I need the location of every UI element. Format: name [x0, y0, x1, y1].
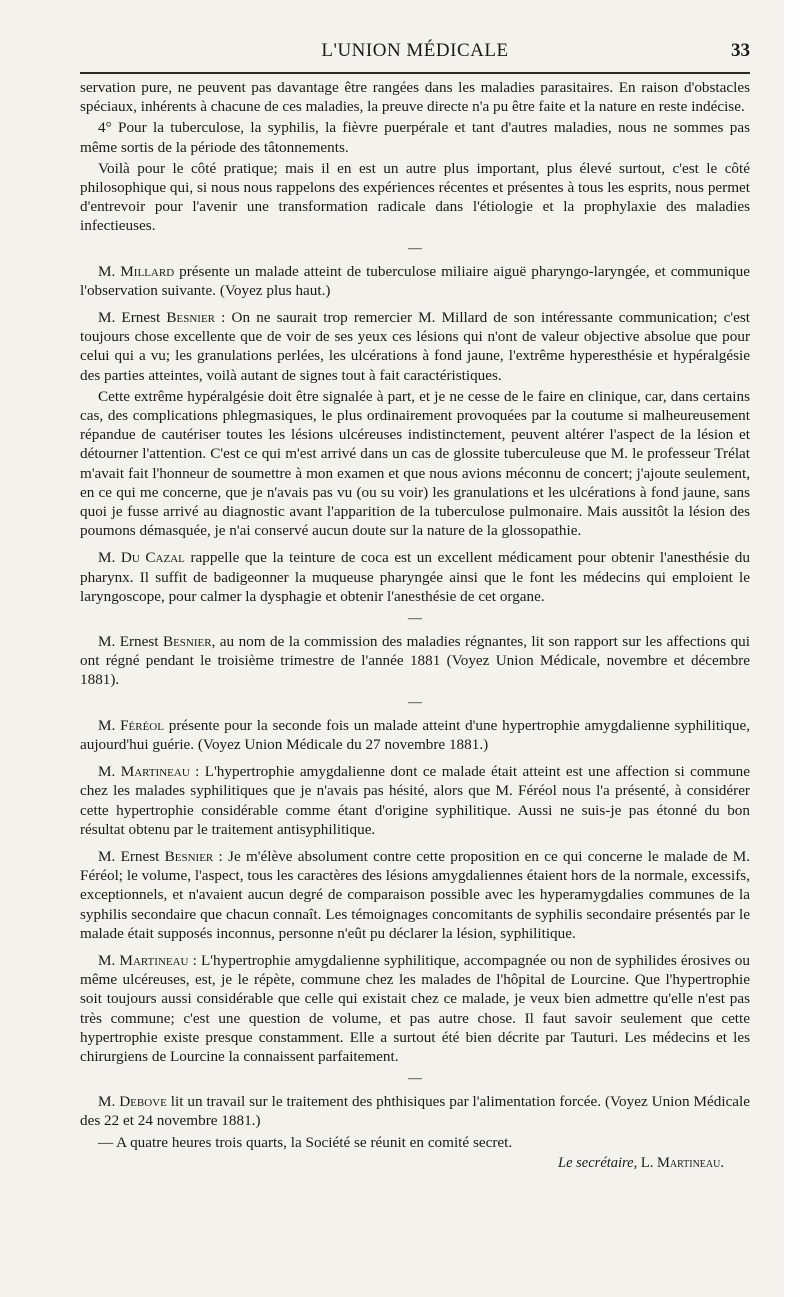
speaker-name: M. Féréol: [98, 716, 164, 734]
running-header: [80, 38, 750, 66]
paragraph: — A quatre heures trois quarts, la Société se réunit en comité secret.: [98, 1133, 513, 1151]
speaker-name: M. Martineau: [98, 763, 190, 781]
signature-name: L. Martineau.: [640, 1154, 724, 1171]
speaker-name: Besnier: [164, 847, 214, 865]
separator: —: [408, 611, 422, 627]
paragraph: M. Ernest Besnier : Je m'élève absolument contre cette proposition en ce qui concerne le malade de M. Féréol; le volume, l'aspect, tous les caractères des lésions amygdaliennes étaient hors de la normale, excessifs, exceptionnels, et n'avaient aucun degré de comparaison possible avec les hyperamygdalies communes de la syphilis secondaire que chacun connaît. Les témoignages concomitants de syphilis secondaire présentés par le malade était supposés inconnus, personne n'eût pu déclarer la lésion, syphilitique.: [80, 847, 750, 942]
speaker-name: M. Millard: [98, 262, 175, 280]
paragraph: M. Du Cazal rappelle que la teinture de coca est un excellent médicament pour obtenir l'anesthésie du pharynx. Il suffit de badigeonner la muqueuse pharyngée ainsi que le font les médecins qui emploient le laryngoscope, pour calmer la dysphagie et obtenir l'anesthésie de cet organe.: [80, 549, 750, 605]
paragraph: M. Millard présente un malade atteint de tuberculose miliaire aiguë pharyngo-laryngée, et communique l'observation suivante. (Voyez plus haut.): [80, 262, 750, 299]
paragraph: M. Féréol présente pour la seconde fois un malade atteint d'une hypertrophie amygdalienne syphilitique, aujourd'hui guérie. (Voyez Union Médicale du 27 novembre 1881.): [80, 716, 750, 753]
speaker-name: Besnier: [166, 309, 216, 327]
speaker-name: M. Martineau: [98, 951, 189, 969]
speaker-name: Besnier: [162, 633, 212, 651]
paragraph: M. Ernest Besnier : On ne saurait trop remercier M. Millard de son intéressante communication; c'est toujours chose excellente que de voir de ses yeux ces lésions qui n'ont de valeur objective absolue que pour celui qui a vu; les granulations perlées, les ulcérations à fond jaune, l'extrême hyperesthésie et hypéralgésie des parties atteintes, voilà autant de signes tout à fait caractéristiques.: [80, 309, 750, 384]
paragraph: M. Martineau : L'hypertrophie amygdalienne dont ce malade était atteint est une affection si commune chez les malades syphilitiques que je n'avais pas hésité, alors que M. Féréol nous l'a présenté, à considérer cette hypertrophie considérable comme étant d'origine syphilitique. Aussi ne suis-je pas étonné du bon résultat obtenu par le traitement antisyphilitique.: [80, 763, 750, 838]
journal-title: L'UNION MÉDICALE: [321, 40, 509, 61]
signature-role: Le secrétaire,: [558, 1154, 638, 1171]
separator: —: [408, 240, 422, 256]
paragraph: Cette extrême hypéralgésie doit être signalée à part, et je ne cesse de le faire en clinique, car, dans certains cas, des complications phlegmasiques, le plus ordinairement provoquées par la coutume si malheureusement répandue de cautériser toutes les lésions ulcéreuses indistinctement, peuvent altérer l'aspect de la lésion et détourner l'attention. C'est ce qui m'est arrivé dans un cas de glossite tuberculeuse que M. le professeur Trélat m'avait fait l'honneur de soumettre à mon examen et que nous avions méconnu de concert; j'ajoute seulement, en ce qui me concerne, que je n'avais pas vu (ou su voir) les granulations et les ulcérations à fond jaune, sans quoi je fusse arrivé au diagnostic avant l'apparition de la tuberculose pulmonaire. Mais aussitôt la lésion des poumons démasquée, je n'ai conservé aucun doute sur la nature de la glossopathie.: [80, 387, 750, 540]
separator: —: [408, 1071, 422, 1087]
paragraph: 4° Pour la tuberculose, la syphilis, la fièvre puerpérale et tant d'autres maladies, nous ne sommes pas même sortis de la période des tâtonnements.: [80, 119, 750, 156]
signature: [80, 1154, 750, 1173]
paragraph: Voilà pour le côté pratique; mais il en est un autre plus important, plus élevé surtout, c'est le côté philosophique qui, si nous nous rappelons des expériences récentes et présentes à tous les esprits, nous permet d'entrevoir pour l'avenir une transformation radicale dans l'étiologie et la prophylaxie des maladies infectieuses.: [80, 159, 750, 235]
separator: —: [408, 694, 422, 710]
header-rule: [80, 72, 750, 74]
page-margin: [784, 0, 800, 1297]
paragraph: M. Debove lit un travail sur le traitement des phthisiques par l'alimentation forcée. (Voyez Union Médicale des 22 et 24 novembre 1881.): [80, 1093, 751, 1130]
article-body: [80, 78, 750, 1173]
paragraph: M. Martineau : L'hypertrophie amygdalienne syphilitique, accompagnée ou non de syphilides érosives ou même ulcéreuses, est, je le répète, commune chez les malades de l'hôpital de Lourcine. Que l'hypertrophie soit toujours aussi considérable que celle qui existait chez ce malade, je veux bien admettre qu'elle n'est pas très commune; c'est une question de volume, et pas autre chose. Il faut savoir seulement que cette hypertrophie existe presque constamment. Elle a surtout été bien décrite par Tauturi. Les médecins et les chirurgiens de Lourcine la connaissent parfaitement.: [80, 951, 750, 1065]
speaker-name: M. Du Cazal: [98, 549, 185, 567]
paragraph: M. Ernest Besnier, au nom de la commission des maladies régnantes, lit son rapport sur les affections qui ont régné pendant le troisième trimestre de l'année 1881 (Voyez Union Médicale, novembre et décembre 1881).: [80, 633, 750, 689]
speaker-name: M. Debove: [98, 1093, 167, 1111]
page-number: 33: [731, 40, 750, 61]
paragraph: servation pure, ne peuvent pas davantage être rangées dans les maladies parasitaires. En raison d'obstacles spéciaux, inhérents à chacune de ces maladies, la preuve directe n'a pu être faite et la nature en reste indécise.: [80, 79, 750, 116]
